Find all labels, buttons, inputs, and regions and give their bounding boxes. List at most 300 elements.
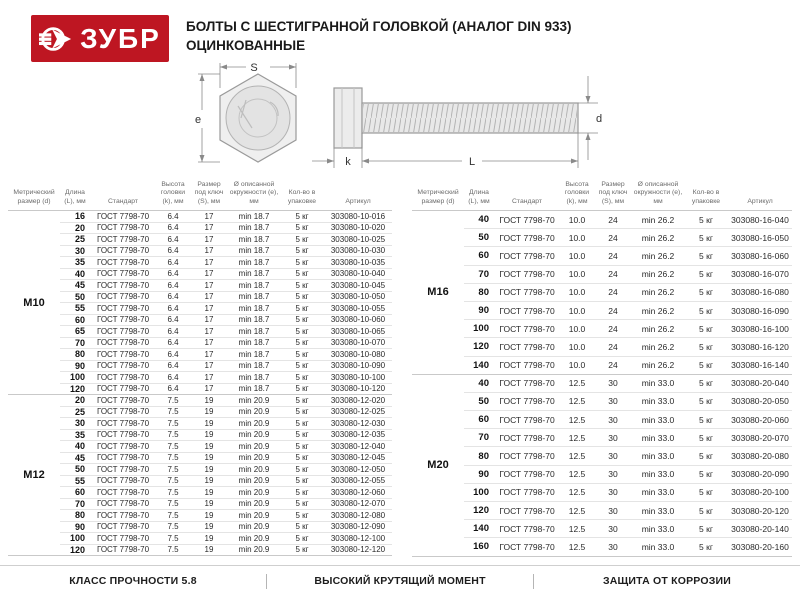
zubr-arrow-icon (39, 22, 73, 56)
article-cell: 303080-16-050 (731, 232, 789, 243)
article-cell: 303080-16-100 (731, 323, 789, 334)
length-cell: 60 (478, 250, 489, 262)
table-row (464, 520, 792, 538)
table-row (464, 375, 792, 393)
article-cell: 303080-12-060 (330, 487, 386, 497)
wrench-size-cell: 30 (608, 378, 618, 389)
wrench-size-cell: 17 (204, 315, 214, 325)
circumscribed-dia-cell: min 20.9 (238, 499, 270, 509)
length-cell: 40 (74, 268, 85, 279)
qty-cell: 5 кг (295, 430, 309, 440)
qty-cell: 5 кг (295, 499, 309, 509)
qty-cell: 5 кг (295, 418, 309, 428)
head-height-cell: 7.5 (167, 533, 179, 543)
standard-cell: ГОСТ 7798-70 (96, 315, 150, 325)
wrench-size-cell: 17 (204, 246, 214, 256)
length-cell: 45 (74, 280, 85, 291)
standard-cell: ГОСТ 7798-70 (499, 250, 555, 261)
standard-cell: ГОСТ 7798-70 (499, 451, 555, 462)
table-row (60, 487, 392, 499)
table-row (60, 303, 392, 315)
article-cell: 303080-16-120 (731, 341, 789, 352)
wrench-size-cell: 30 (608, 396, 618, 407)
table-row (464, 266, 792, 284)
wrench-size-cell: 30 (608, 523, 618, 534)
column-header: Высота головки (k), мм (160, 180, 186, 206)
wrench-size-cell: 24 (608, 269, 618, 280)
column-header: Артикул (345, 198, 371, 206)
article-cell: 303080-20-080 (731, 451, 789, 462)
circumscribed-dia-cell: min 33.0 (641, 523, 675, 534)
circumscribed-dia-cell: min 20.9 (238, 522, 270, 532)
column-header: Длина (L), мм (64, 189, 86, 206)
standard-cell: ГОСТ 7798-70 (96, 211, 150, 221)
wrench-size-cell: 19 (204, 453, 214, 463)
article-cell: 303080-16-040 (731, 214, 789, 225)
page-title (186, 17, 646, 55)
length-cell: 120 (69, 544, 85, 555)
table-row (60, 234, 392, 246)
article-cell: 303080-20-040 (731, 378, 789, 389)
circumscribed-dia-cell: min 18.7 (238, 257, 270, 267)
bolt-head-side-view (334, 88, 362, 148)
wrench-size-cell: 19 (204, 395, 214, 405)
length-cell: 16 (74, 211, 85, 222)
wrench-size-cell: 30 (608, 487, 618, 498)
table-row (464, 302, 792, 320)
table-row (60, 223, 392, 235)
wrench-size-cell: 19 (204, 407, 214, 417)
circumscribed-dia-cell: min 18.7 (238, 349, 270, 359)
standard-cell: ГОСТ 7798-70 (96, 407, 150, 417)
standard-cell: ГОСТ 7798-70 (96, 246, 150, 256)
head-height-cell: 10.0 (568, 305, 586, 316)
standard-cell: ГОСТ 7798-70 (499, 414, 555, 425)
wrench-size-cell: 17 (204, 384, 214, 394)
qty-cell: 5 кг (295, 453, 309, 463)
circumscribed-dia-cell: min 20.9 (238, 407, 270, 417)
article-cell: 303080-10-060 (330, 315, 386, 325)
circumscribed-dia-cell: min 20.9 (238, 464, 270, 474)
head-height-cell: 6.4 (167, 361, 179, 371)
footer-torque: ВЫСОКИЙ КРУТЯЩИЙ МОМЕНТ (314, 575, 486, 587)
table-row (464, 484, 792, 502)
table-row (60, 326, 392, 338)
wrench-size-cell: 24 (608, 232, 618, 243)
wrench-size-cell: 19 (204, 487, 214, 497)
length-cell: 80 (74, 349, 85, 360)
table-row (60, 441, 392, 453)
wrench-size-cell: 19 (204, 522, 214, 532)
article-cell: 303080-10-120 (330, 384, 386, 394)
standard-cell: ГОСТ 7798-70 (499, 432, 555, 443)
article-cell: 303080-16-090 (731, 305, 789, 316)
standard-cell: ГОСТ 7798-70 (499, 378, 555, 389)
table-row (60, 372, 392, 384)
article-cell: 303080-10-035 (330, 257, 386, 267)
circumscribed-dia-cell: min 20.9 (238, 418, 270, 428)
article-cell: 303080-12-080 (330, 510, 386, 520)
length-cell: 120 (473, 341, 489, 353)
circumscribed-dia-cell: min 33.0 (641, 469, 675, 480)
table-row (60, 522, 392, 534)
article-cell: 303080-16-080 (731, 287, 789, 298)
circumscribed-dia-cell: min 20.9 (238, 533, 270, 543)
length-cell: 160 (473, 541, 489, 553)
wrench-size-cell: 24 (608, 305, 618, 316)
standard-cell: ГОСТ 7798-70 (499, 323, 555, 334)
qty-cell: 5 кг (295, 303, 309, 313)
length-cell: 100 (69, 372, 85, 383)
wrench-size-cell: 17 (204, 280, 214, 290)
table-row (60, 464, 392, 476)
standard-cell: ГОСТ 7798-70 (96, 292, 150, 302)
standard-cell: ГОСТ 7798-70 (96, 234, 150, 244)
length-cell: 120 (69, 383, 85, 394)
column-header: Размер под ключ (S), мм (194, 180, 224, 206)
circumscribed-dia-cell: min 18.7 (238, 303, 270, 313)
article-cell: 303080-12-070 (330, 499, 386, 509)
head-height-cell: 12.5 (568, 378, 586, 389)
length-cell: 50 (74, 291, 85, 302)
circumscribed-dia-cell: min 33.0 (641, 541, 675, 552)
article-cell: 303080-16-070 (731, 269, 789, 280)
wrench-size-cell: 17 (204, 211, 214, 221)
column-header: Метрический размер (d) (13, 189, 55, 206)
qty-cell: 5 кг (699, 250, 713, 261)
column-header: Артикул (747, 198, 773, 206)
wrench-size-cell: 30 (608, 469, 618, 480)
standard-cell: ГОСТ 7798-70 (96, 464, 150, 474)
article-cell: 303080-10-100 (330, 372, 386, 382)
standard-cell: ГОСТ 7798-70 (499, 341, 555, 352)
head-height-cell: 7.5 (167, 510, 179, 520)
qty-cell: 5 кг (295, 533, 309, 543)
table-row (464, 393, 792, 411)
wrench-size-cell: 17 (204, 338, 214, 348)
qty-cell: 5 кг (295, 292, 309, 302)
standard-cell: ГОСТ 7798-70 (499, 469, 555, 480)
head-height-cell: 12.5 (568, 432, 586, 443)
circumscribed-dia-cell: min 20.9 (238, 476, 270, 486)
qty-cell: 5 кг (699, 323, 713, 334)
circumscribed-dia-cell: min 18.7 (238, 292, 270, 302)
circumscribed-dia-cell: min 18.7 (238, 315, 270, 325)
standard-cell: ГОСТ 7798-70 (499, 505, 555, 516)
article-cell: 303080-10-030 (330, 246, 386, 256)
qty-cell: 5 кг (295, 522, 309, 532)
qty-cell: 5 кг (295, 361, 309, 371)
head-height-cell: 12.5 (568, 505, 586, 516)
standard-cell: ГОСТ 7798-70 (499, 541, 555, 552)
bolt-technical-drawing (186, 58, 606, 178)
circumscribed-dia-cell: min 20.9 (238, 453, 270, 463)
circumscribed-dia-cell: min 18.7 (238, 234, 270, 244)
length-cell: 70 (74, 337, 85, 348)
standard-cell: ГОСТ 7798-70 (96, 257, 150, 267)
brand-name: ЗУБР (80, 22, 161, 54)
wrench-size-cell: 17 (204, 361, 214, 371)
article-cell: 303080-16-140 (731, 360, 789, 371)
head-height-cell: 7.5 (167, 464, 179, 474)
table-row (60, 246, 392, 258)
article-cell: 303080-12-090 (330, 522, 386, 532)
circumscribed-dia-cell: min 26.2 (641, 250, 675, 261)
qty-cell: 5 кг (295, 441, 309, 451)
table-row (60, 499, 392, 511)
head-height-cell: 12.5 (568, 487, 586, 498)
length-cell: 80 (478, 286, 489, 298)
table-row (60, 510, 392, 522)
zubr-logo (31, 15, 169, 62)
article-cell: 303080-20-090 (731, 469, 789, 480)
bolt-table-m10-m12 (8, 180, 392, 556)
standard-cell: ГОСТ 7798-70 (499, 269, 555, 280)
head-height-cell: 10.0 (568, 269, 586, 280)
article-cell: 303080-12-050 (330, 464, 386, 474)
circumscribed-dia-cell: min 18.7 (238, 246, 270, 256)
head-height-cell: 6.4 (167, 269, 179, 279)
article-cell: 303080-20-100 (731, 487, 789, 498)
article-cell: 303080-10-016 (330, 211, 386, 221)
column-header: Ø описанной окружности (e), мм (229, 180, 279, 206)
length-cell: 20 (74, 222, 85, 233)
standard-cell: ГОСТ 7798-70 (96, 476, 150, 486)
wrench-size-cell: 17 (204, 326, 214, 336)
length-cell: 55 (74, 475, 85, 486)
head-height-cell: 6.4 (167, 372, 179, 382)
table-row (464, 247, 792, 265)
qty-cell: 5 кг (699, 341, 713, 352)
article-cell: 303080-10-090 (330, 361, 386, 371)
article-cell: 303080-12-120 (330, 545, 386, 555)
head-height-cell: 6.4 (167, 303, 179, 313)
qty-cell: 5 кг (295, 234, 309, 244)
table-row (60, 257, 392, 269)
qty-cell: 5 кг (295, 510, 309, 520)
group-rows (60, 395, 392, 555)
length-cell: 20 (74, 395, 85, 406)
length-cell: 65 (74, 326, 85, 337)
page-title-line1: БОЛТЫ С ШЕСТИГРАННОЙ ГОЛОВКОЙ (АНАЛОГ DIN 933) (186, 19, 572, 34)
head-height-cell: 7.5 (167, 487, 179, 497)
standard-cell: ГОСТ 7798-70 (96, 303, 150, 313)
qty-cell: 5 кг (699, 487, 713, 498)
standard-cell: ГОСТ 7798-70 (96, 326, 150, 336)
wrench-size-cell: 17 (204, 234, 214, 244)
wrench-size-cell: 17 (204, 269, 214, 279)
article-cell: 303080-12-030 (330, 418, 386, 428)
qty-cell: 5 кг (295, 395, 309, 405)
table-row (464, 502, 792, 520)
qty-cell: 5 кг (699, 523, 713, 534)
article-cell: 303080-20-060 (731, 414, 789, 425)
article-cell: 303080-20-070 (731, 432, 789, 443)
size-group-M16 (412, 210, 792, 374)
table-row (60, 269, 392, 281)
head-height-cell: 12.5 (568, 396, 586, 407)
qty-cell: 5 кг (295, 326, 309, 336)
table-row (60, 418, 392, 430)
length-cell: 70 (478, 432, 489, 444)
article-cell: 303080-12-045 (330, 453, 386, 463)
column-header: Длина (L), мм (468, 189, 490, 206)
length-cell: 30 (74, 418, 85, 429)
qty-cell: 5 кг (699, 469, 713, 480)
dim-label-e: e (194, 114, 202, 126)
article-cell: 303080-10-025 (330, 234, 386, 244)
head-height-cell: 10.0 (568, 323, 586, 334)
standard-cell: ГОСТ 7798-70 (499, 487, 555, 498)
wrench-size-cell: 30 (608, 432, 618, 443)
article-cell: 303080-10-040 (330, 269, 386, 279)
features-footer (0, 565, 800, 596)
table-row (464, 538, 792, 555)
table-row (464, 411, 792, 429)
circumscribed-dia-cell: min 18.7 (238, 211, 270, 221)
head-height-cell: 7.5 (167, 418, 179, 428)
length-cell: 90 (478, 468, 489, 480)
qty-cell: 5 кг (699, 214, 713, 225)
standard-cell: ГОСТ 7798-70 (96, 361, 150, 371)
wrench-size-cell: 24 (608, 287, 618, 298)
head-height-cell: 6.4 (167, 384, 179, 394)
dim-label-d: d (596, 113, 603, 125)
length-cell: 100 (69, 533, 85, 544)
head-height-cell: 10.0 (568, 232, 586, 243)
qty-cell: 5 кг (699, 432, 713, 443)
article-cell: 303080-12-025 (330, 407, 386, 417)
column-header: Кол-во в упаковке (691, 189, 721, 206)
footer-strength-class: КЛАСС ПРОЧНОСТИ 5.8 (69, 575, 197, 587)
circumscribed-dia-cell: min 26.2 (641, 305, 675, 316)
standard-cell: ГОСТ 7798-70 (96, 441, 150, 451)
column-header: Стандарт (108, 198, 138, 206)
wrench-size-cell: 24 (608, 214, 618, 225)
table-row (60, 430, 392, 442)
article-cell: 303080-10-020 (330, 223, 386, 233)
circumscribed-dia-cell: min 18.7 (238, 338, 270, 348)
metric-size-label: M12 (23, 469, 45, 481)
dim-label-l: L (468, 156, 476, 168)
wrench-size-cell: 17 (204, 292, 214, 302)
standard-cell: ГОСТ 7798-70 (96, 384, 150, 394)
size-group-M20 (412, 374, 792, 557)
qty-cell: 5 кг (699, 305, 713, 316)
circumscribed-dia-cell: min 20.9 (238, 510, 270, 520)
wrench-size-cell: 19 (204, 510, 214, 520)
length-cell: 40 (478, 377, 489, 389)
length-cell: 140 (473, 359, 489, 371)
table-row (60, 292, 392, 304)
table-row (464, 338, 792, 356)
article-cell: 303080-10-055 (330, 303, 386, 313)
table-row (60, 315, 392, 327)
wrench-size-cell: 19 (204, 430, 214, 440)
group-rows (464, 375, 792, 556)
table-row (464, 429, 792, 447)
table-row (464, 211, 792, 229)
standard-cell: ГОСТ 7798-70 (96, 522, 150, 532)
qty-cell: 5 кг (295, 223, 309, 233)
qty-cell: 5 кг (699, 414, 713, 425)
article-cell: 303080-20-160 (731, 541, 789, 552)
table-row (60, 407, 392, 419)
group-rows (464, 211, 792, 374)
standard-cell: ГОСТ 7798-70 (96, 269, 150, 279)
table-row (60, 545, 392, 556)
column-header: Метрический размер (d) (417, 189, 459, 206)
column-header: Кол-во в упаковке (287, 189, 317, 206)
circumscribed-dia-cell: min 18.7 (238, 280, 270, 290)
table-row (60, 361, 392, 373)
length-cell: 55 (74, 303, 85, 314)
metric-size-label: M10 (23, 296, 45, 309)
head-height-cell: 7.5 (167, 407, 179, 417)
head-height-cell: 7.5 (167, 395, 179, 405)
qty-cell: 5 кг (295, 349, 309, 359)
wrench-size-cell: 17 (204, 257, 214, 267)
circumscribed-dia-cell: min 26.2 (641, 269, 675, 280)
standard-cell: ГОСТ 7798-70 (499, 214, 555, 225)
standard-cell: ГОСТ 7798-70 (96, 349, 150, 359)
article-cell: 303080-12-020 (330, 395, 386, 405)
article-cell: 303080-12-055 (330, 476, 386, 486)
circumscribed-dia-cell: min 26.2 (641, 323, 675, 334)
wrench-size-cell: 24 (608, 250, 618, 261)
head-height-cell: 6.4 (167, 292, 179, 302)
circumscribed-dia-cell: min 18.7 (238, 269, 270, 279)
table-row (60, 476, 392, 488)
size-group-M10 (8, 210, 392, 394)
table-row (60, 384, 392, 395)
qty-cell: 5 кг (699, 541, 713, 552)
qty-cell: 5 кг (295, 487, 309, 497)
wrench-size-cell: 17 (204, 349, 214, 359)
circumscribed-dia-cell: min 33.0 (641, 451, 675, 462)
head-height-cell: 10.0 (568, 250, 586, 261)
wrench-size-cell: 30 (608, 451, 618, 462)
length-cell: 80 (74, 510, 85, 521)
wrench-size-cell: 19 (204, 464, 214, 474)
dim-label-s: S (250, 62, 258, 74)
length-cell: 70 (74, 498, 85, 509)
head-height-cell: 6.4 (167, 280, 179, 290)
circumscribed-dia-cell: min 26.2 (641, 360, 675, 371)
wrench-size-cell: 19 (204, 476, 214, 486)
standard-cell: ГОСТ 7798-70 (499, 360, 555, 371)
column-header: Ø описанной окружности (e), мм (633, 180, 683, 206)
length-cell: 60 (478, 414, 489, 426)
table-header-row (412, 180, 792, 210)
metric-size-label: M16 (427, 286, 449, 299)
circumscribed-dia-cell: min 18.7 (238, 326, 270, 336)
length-cell: 30 (74, 245, 85, 256)
circumscribed-dia-cell: min 33.0 (641, 396, 675, 407)
standard-cell: ГОСТ 7798-70 (96, 533, 150, 543)
standard-cell: ГОСТ 7798-70 (96, 395, 150, 405)
dim-label-k: k (345, 156, 351, 168)
qty-cell: 5 кг (699, 232, 713, 243)
table-row (60, 395, 392, 407)
head-height-cell: 7.5 (167, 545, 179, 555)
circumscribed-dia-cell: min 18.7 (238, 361, 270, 371)
head-height-cell: 12.5 (568, 414, 586, 425)
article-cell: 303080-10-045 (330, 280, 386, 290)
standard-cell: ГОСТ 7798-70 (96, 510, 150, 520)
standard-cell: ГОСТ 7798-70 (96, 372, 150, 382)
length-cell: 90 (74, 521, 85, 532)
